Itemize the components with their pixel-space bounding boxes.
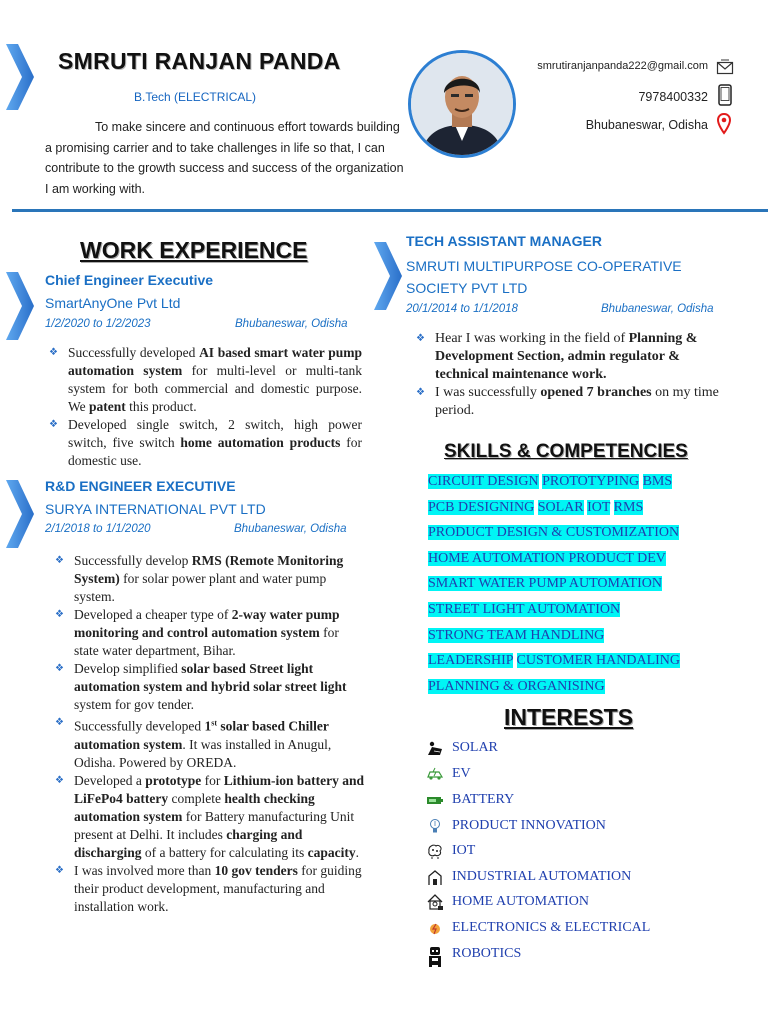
skill-tag: CIRCUIT DESIGN <box>428 474 539 489</box>
skill-tag: SMART WATER PUMP AUTOMATION <box>428 576 662 592</box>
career-objective <box>45 117 410 199</box>
company-name: SMRUTI MULTIPURPOSE CO-OPERATIVE SOCIETY PVT LTD <box>406 258 682 296</box>
list-item: ❖ I was involved more than 10 gov tenders for guiding their product development, manufacturing and installation work. <box>52 862 364 916</box>
skill-tag: PROTOTYPING <box>542 474 640 489</box>
robot-icon <box>426 945 444 963</box>
chevron-decoration-icon <box>4 270 36 342</box>
objective-first-line: To make sincere and continuous effort towards <box>95 120 354 134</box>
skill-tag: STREET LIGHT AUTOMATION <box>428 601 621 617</box>
interests-heading: INTERESTS <box>504 704 634 730</box>
skills-row <box>428 495 748 521</box>
smart-home-icon <box>426 893 444 911</box>
interest-label: INDUSTRIAL AUTOMATION <box>452 869 632 884</box>
interest-label: ELECTRONICS & ELECTRICAL <box>452 920 651 935</box>
list-item: ❖ Developed a cheaper type of 2-way water pump monitoring and control automation system for state water department, Bihar. <box>52 606 364 660</box>
job-title: R&D ENGINEER EXECUTIVE <box>45 478 236 494</box>
objective-rest: building a promising carrier and to take challenges in life so that, I can contribute to the growth success and success of the organization I am working with. <box>45 120 404 196</box>
job-dates: 20/1/2014 to 1/1/2018 <box>406 303 518 315</box>
interest-label: SOLAR <box>452 740 498 755</box>
iot-brain-icon <box>426 842 444 860</box>
company-name: SURYA INTERNATIONAL PVT LTD <box>45 501 266 517</box>
skill-tag: BMS <box>642 474 673 489</box>
skills-row <box>428 648 748 674</box>
mobile-phone-icon <box>718 84 732 106</box>
ev-car-icon <box>426 765 444 783</box>
skills-row <box>428 597 748 623</box>
contact-location: Bhubaneswar, Odisha <box>585 118 708 132</box>
skills-heading: SKILLS & COMPETENCIES <box>444 441 688 462</box>
degree: B.Tech (ELECTRICAL) <box>134 90 257 104</box>
chevron-decoration-icon <box>372 240 404 312</box>
interest-label: IOT <box>452 843 476 858</box>
skills-row <box>428 623 748 649</box>
electronics-icon <box>426 919 444 937</box>
interest-label: EV <box>452 766 471 781</box>
skill-tag: IOT <box>587 499 611 515</box>
skill-tag: SOLAR <box>537 499 584 515</box>
chevron-decoration-icon <box>4 42 36 112</box>
job-title: Chief Engineer Executive <box>45 272 214 288</box>
header-divider <box>12 209 768 212</box>
skills-row <box>428 469 748 495</box>
list-item: ❖ Hear I was working in the field of Planning & Development Section, admin regulator & technical maintenance work. <box>413 330 723 384</box>
contact-email[interactable]: smrutiranjanpanda222@gmail.com <box>537 60 708 72</box>
company-name: SmartAnyOne Pvt Ltd <box>45 295 181 311</box>
list-item: ❖ Successfully developed 1st solar based Chiller automation system. It was installed in Anugul, Odisha. Powered by OREDA. <box>52 714 364 772</box>
skill-tag: RMS <box>613 499 644 515</box>
chevron-decoration-icon <box>4 478 36 550</box>
job-bullets <box>46 344 362 470</box>
skills-row <box>428 546 748 572</box>
list-item: ❖ Developed single switch, 2 switch, high power switch, five switch home automation products for domestic use. <box>46 416 362 470</box>
interest-label: HOME AUTOMATION <box>452 894 590 909</box>
contact-phone[interactable]: 7978400332 <box>638 90 708 104</box>
job-dates: 1/2/2020 to 1/2/2023 <box>45 318 151 330</box>
skill-tag: HOME AUTOMATION PRODUCT DEV <box>428 550 666 566</box>
list-item: ❖ Successfully develop RMS (Remote Monitoring System) for solar power plant and water pump system. <box>52 552 364 606</box>
work-experience-heading: WORK EXPERIENCE <box>80 237 308 263</box>
job-dates: 2/1/2018 to 1/1/2020 <box>45 523 151 535</box>
skill-tag: STRONG TEAM HANDLING <box>428 627 605 643</box>
list-item: ❖ I was successfully opened 7 branches on my time period. <box>413 384 723 420</box>
job-bullets <box>413 330 723 420</box>
interest-label: ROBOTICS <box>452 946 522 961</box>
interest-label: PRODUCT INNOVATION <box>452 818 606 833</box>
skills-row <box>428 674 748 700</box>
job-location: Bhubaneswar, Odisha <box>601 303 714 315</box>
job-title: TECH ASSISTANT MANAGER <box>406 233 602 249</box>
candidate-name: SMRUTI RANJAN PANDA <box>58 48 341 74</box>
skills-list <box>428 469 748 699</box>
profile-photo <box>408 50 516 158</box>
solar-panel-icon <box>426 739 444 757</box>
job-location: Bhubaneswar, Odisha <box>234 523 347 535</box>
list-item: ❖ Successfully developed AI based smart water pump automation system for multi-level or multi-tank system for both commercial and domestic purpose. We patent this product. <box>46 344 362 416</box>
skill-tag: PLANNING & ORGANISING <box>428 678 605 694</box>
interest-label: BATTERY <box>452 792 515 807</box>
skill-tag: CUSTOMER HANDALING <box>516 653 681 669</box>
skills-row <box>428 571 748 597</box>
list-item: ❖ Developed a prototype for Lithium-ion battery and LiFePo4 battery complete health checking automation system for Battery manufacturing Unit present at Delhi. It includes charging and discharging of a battery for calculating its capacity. <box>52 772 364 862</box>
list-item: ❖ Develop simplified solar based Street light automation system and hybrid solar street light system for gov tender. <box>52 660 364 714</box>
skill-tag: PCB DESIGNING <box>428 499 535 515</box>
industrial-automation-icon <box>426 868 444 886</box>
location-pin-icon <box>717 113 731 135</box>
job-bullets <box>52 552 364 916</box>
skills-row <box>428 520 748 546</box>
job-location: Bhubaneswar, Odisha <box>235 318 348 330</box>
skill-tag: PRODUCT DESIGN & CUSTOMIZATION <box>428 525 680 541</box>
skill-tag: LEADERSHIP <box>428 653 514 669</box>
lightbulb-icon <box>426 817 444 835</box>
battery-icon <box>426 791 444 809</box>
email-icon <box>716 58 734 76</box>
